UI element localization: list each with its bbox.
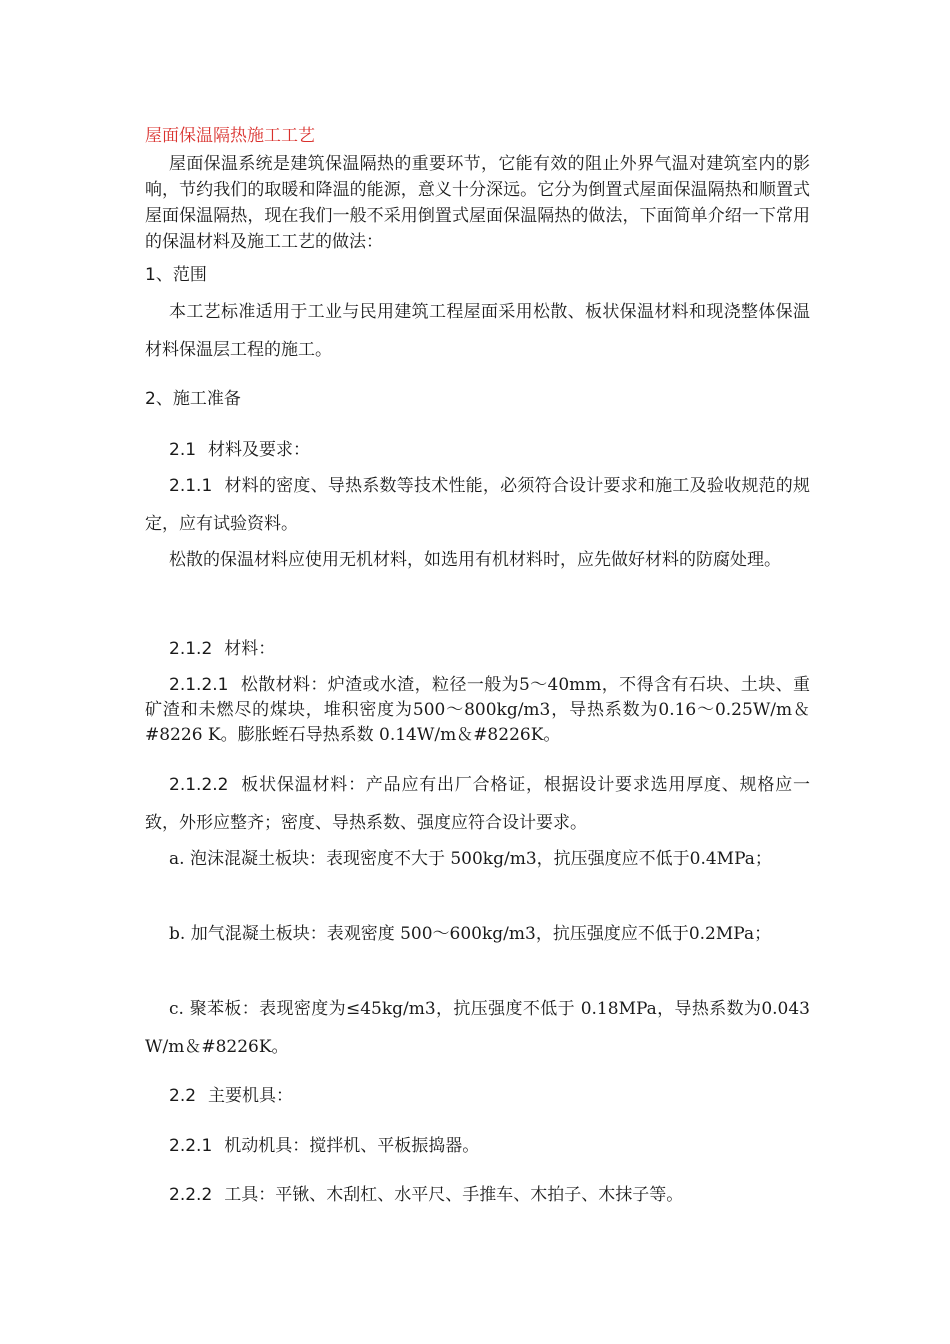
document-title: 屋面保温隔热施工工艺 bbox=[145, 126, 315, 146]
list-item-b: b. 加气混凝土板块：表观密度 500～600kg/m3，抗压强度应不低于0.2MPa； bbox=[169, 924, 772, 944]
section-2-heading: 2、施工准备 bbox=[145, 389, 241, 409]
subsection-2-1-2-1 bbox=[145, 673, 810, 748]
subsection-number: 2.1.2 bbox=[169, 639, 213, 659]
list-item-c: c. 聚苯板：表现密度为≤45kg/m3，抗压强度不低于 0.18MPa，导热系数为0.043 W/m＆#8226K。 bbox=[145, 999, 810, 1057]
subsection-number: 2.1 bbox=[169, 440, 197, 460]
subsection-text: 主要机具： bbox=[208, 1086, 294, 1106]
intro-paragraph: 屋面保温系统是建筑保温隔热的重要环节，它能有效的阻止外界气温对建筑室内的影响，节约我们的取暖和降温的能源，意义十分深远。它分为倒置式屋面保温隔热和顺置式屋面保温隔热，现在我们一般不采用倒置式屋面保温隔热的做法，下面简单介绍一下常用的保温材料及施工工艺的做法： bbox=[145, 154, 810, 252]
subsection-number: 2.2.1 bbox=[169, 1136, 213, 1156]
subsection-number: 2.1.2.1 bbox=[169, 675, 229, 695]
subsection-number: 2.2.2 bbox=[169, 1185, 213, 1205]
subsection-number: 2.2 bbox=[169, 1086, 197, 1106]
subsection-2-1-1 bbox=[145, 467, 810, 543]
subsection-2-2-1 bbox=[145, 1127, 810, 1165]
subsection-text: 松散材料：炉渣或水渣，粒径一般为5～40mm，不得含有石块、土块、重矿渣和未燃尽的煤块，堆积密度为500～800kg/m3，导热系数为0.16～0.25W/m＆#8226 K。膨胀蛭石导热系数 0.14W/m＆#8226K。 bbox=[145, 675, 810, 745]
subsection-2-1 bbox=[145, 431, 810, 469]
section-1-body: 本工艺标准适用于工业与民用建筑工程屋面采用松散、板状保温材料和现浇整体保温材料保温层工程的施工。 bbox=[145, 302, 810, 360]
list-item-a: a. 泡沫混凝土板块：表现密度不大于 500kg/m3，抗压强度应不低于0.4MPa； bbox=[169, 849, 772, 869]
loose-material-note: 松散的保温材料应使用无机材料，如选用有机材料时，应先做好材料的防腐处理。 bbox=[169, 550, 781, 570]
subsection-text: 机动机具：搅拌机、平板振捣器。 bbox=[224, 1136, 480, 1156]
subsection-text: 材料及要求： bbox=[208, 440, 311, 460]
subsection-number: 2.1.2.2 bbox=[169, 775, 229, 795]
subsection-text: 材料： bbox=[224, 639, 276, 659]
subsection-text: 工具：平锹、木刮杠、水平尺、手推车、木拍子、木抹子等。 bbox=[224, 1185, 684, 1205]
subsection-2-2 bbox=[145, 1077, 810, 1115]
subsection-number: 2.1.1 bbox=[169, 476, 213, 496]
section-1-heading: 1、范围 bbox=[145, 265, 207, 285]
subsection-2-1-2-2 bbox=[145, 766, 810, 842]
subsection-2-2-2 bbox=[145, 1176, 810, 1214]
subsection-text: 材料的密度、导热系数等技术性能，必须符合设计要求和施工及验收规范的规定，应有试验资料。 bbox=[145, 476, 810, 534]
subsection-text: 板状保温材料：产品应有出厂合格证，根据设计要求选用厚度、规格应一致，外形应整齐；密度、导热系数、强度应符合设计要求。 bbox=[145, 775, 810, 833]
subsection-2-1-2 bbox=[145, 630, 810, 668]
